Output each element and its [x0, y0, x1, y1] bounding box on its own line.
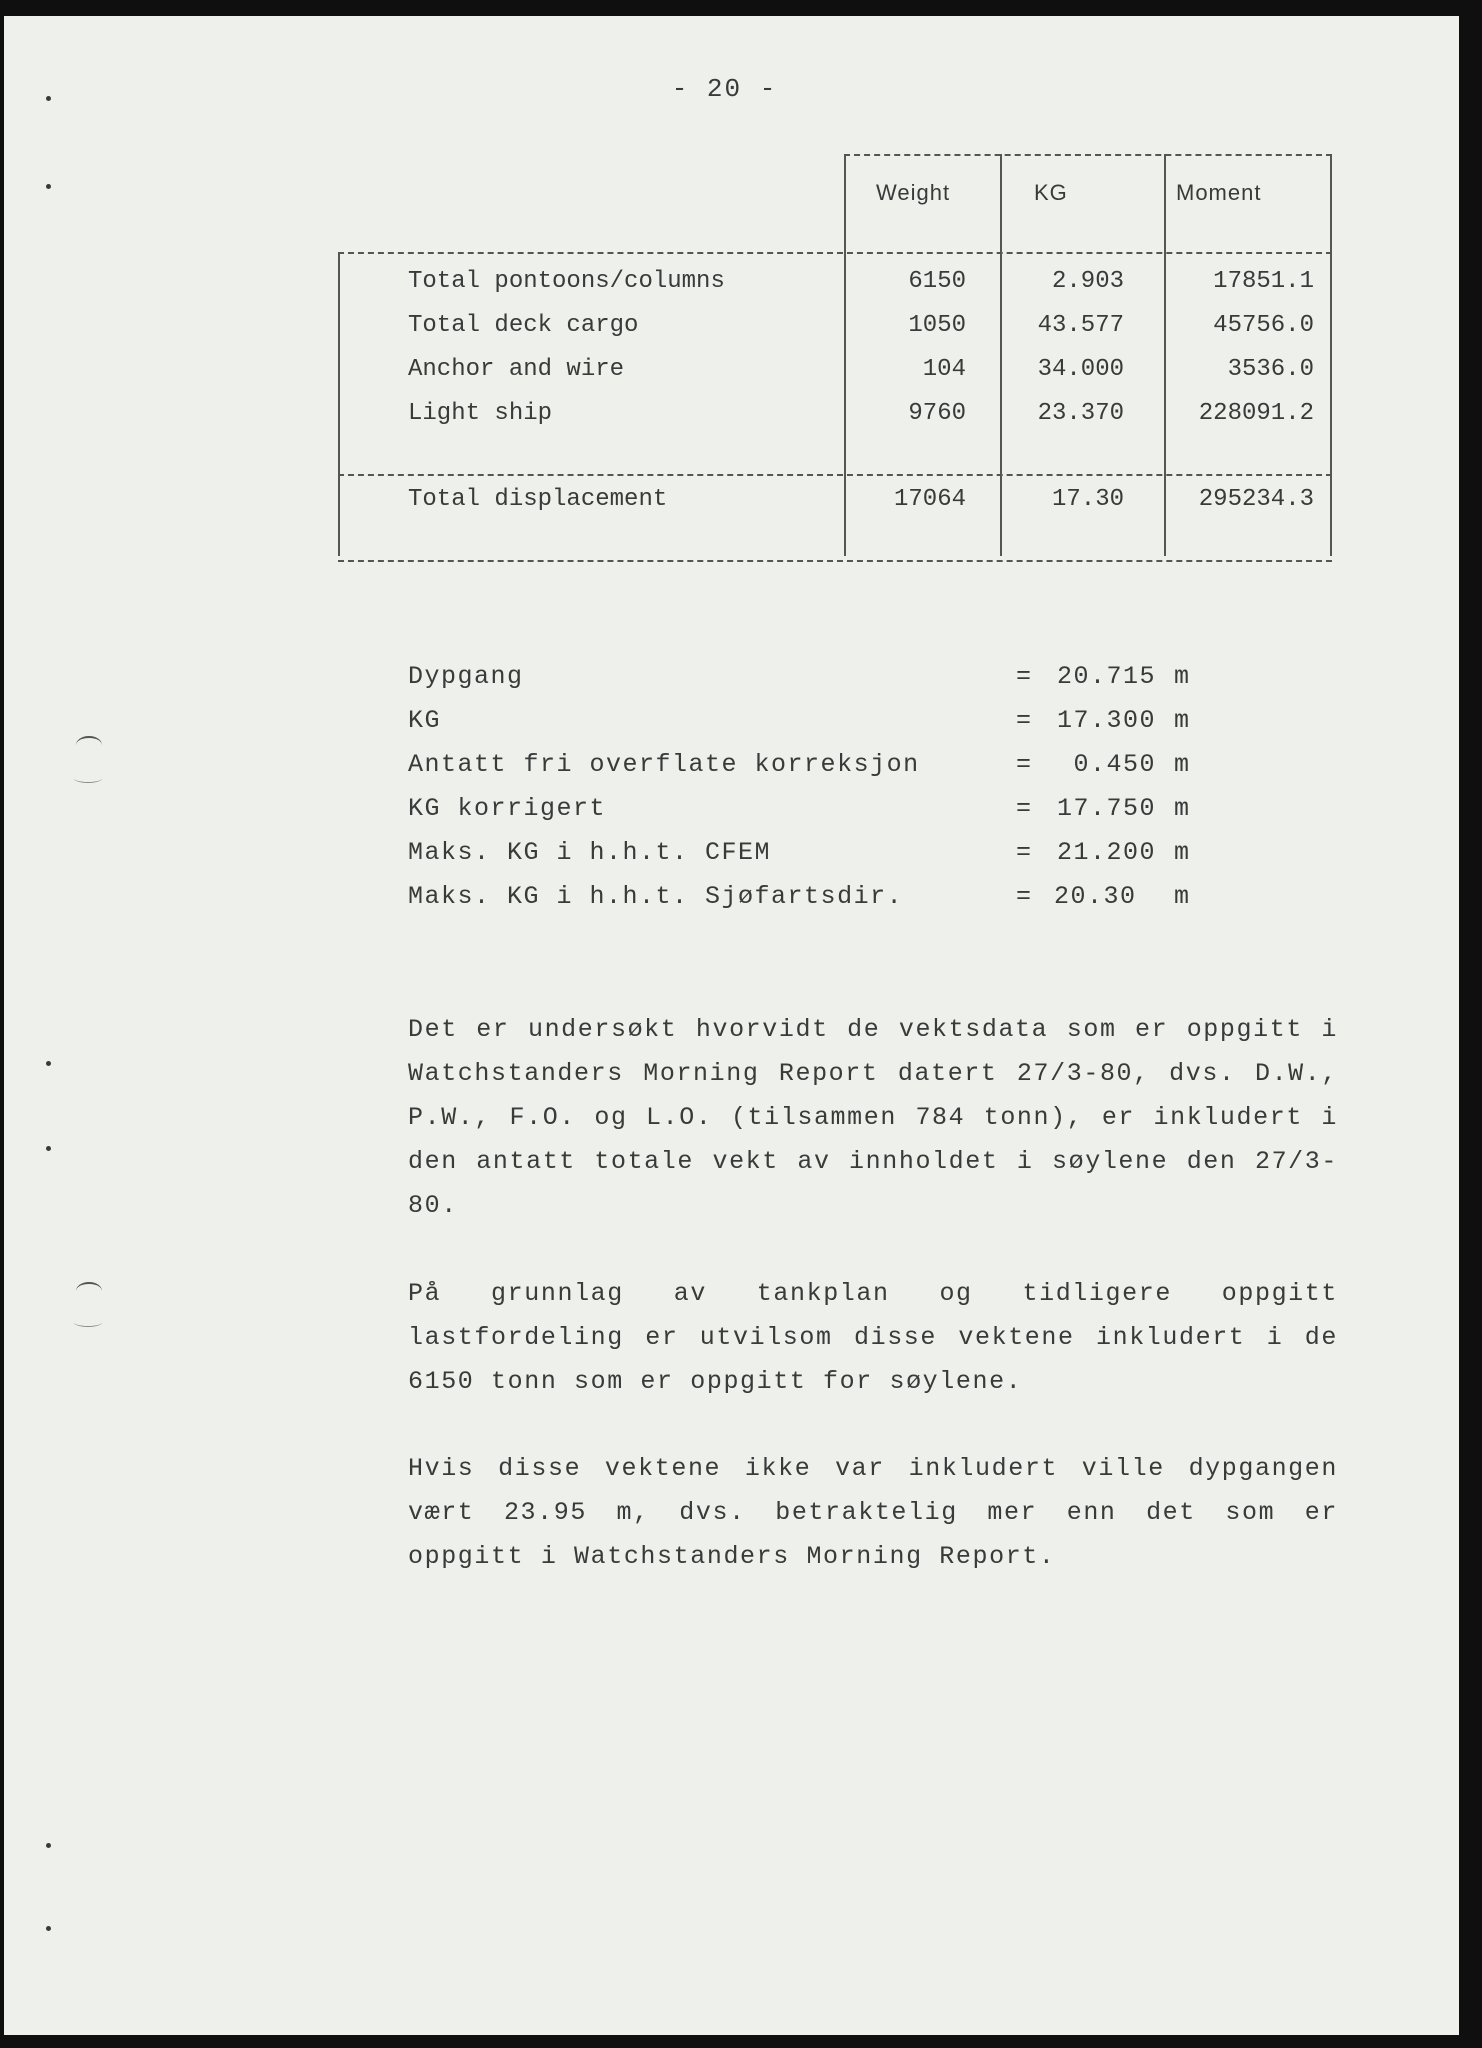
- calc-unit: m: [1174, 706, 1191, 735]
- column-header-moment: Moment: [1176, 180, 1262, 205]
- calc-value: 20.715: [1056, 662, 1156, 691]
- table-cell-kg: 2.903: [1051, 268, 1124, 295]
- punch-hole: [46, 1843, 51, 1848]
- calc-unit: m: [1174, 882, 1191, 911]
- calc-value: 17.300: [1056, 706, 1156, 735]
- calc-equals: =: [1016, 882, 1033, 911]
- calc-unit: m: [1174, 838, 1191, 867]
- staple-mark: [74, 1318, 102, 1327]
- table-cell-weight: 6150: [908, 268, 966, 295]
- paragraph: Det er undersøkt hvorvidt de vektsdata som er oppgitt i Watchstanders Morning Report datert 27/3-80, dvs. D.W., P.W., F.O. og L.O. (tilsammen 784 tonn), er inkludert i den antatt totale vekt av innholdet i søylene den 27/3-80.: [408, 1015, 1338, 1220]
- table-cell-weight: 1050: [908, 312, 966, 339]
- punch-hole: [46, 1061, 51, 1066]
- staple-mark: [76, 736, 102, 754]
- table-row-label: Anchor and wire: [408, 356, 625, 383]
- table-cell-kg: 43.577: [1037, 312, 1124, 339]
- calc-unit: m: [1174, 662, 1191, 691]
- calc-unit: m: [1174, 794, 1191, 823]
- page-number: - 20 -: [671, 74, 778, 104]
- table-row-label: Light ship: [408, 400, 553, 427]
- calc-label: KG: [408, 706, 442, 735]
- calc-label: Dypgang: [408, 662, 524, 691]
- column-header-weight: Weight: [876, 180, 951, 205]
- punch-hole: [46, 1926, 51, 1931]
- table-cell-weight: 9760: [908, 400, 966, 427]
- table-row-label: Total deck cargo: [408, 312, 639, 339]
- calc-unit: m: [1174, 750, 1191, 779]
- calc-equals: =: [1016, 662, 1033, 691]
- calc-value: 0.450: [1073, 750, 1156, 779]
- calc-label: Maks. KG i h.h.t. Sjøfartsdir.: [408, 882, 904, 911]
- table-cell-kg: 34.000: [1037, 356, 1124, 383]
- table-cell-moment: 3536.0: [1227, 356, 1314, 383]
- staple-mark: [74, 774, 102, 783]
- table-cell-weight: 104: [922, 356, 966, 383]
- calc-equals: =: [1016, 706, 1033, 735]
- calc-label: KG korrigert: [408, 794, 607, 823]
- punch-hole: [46, 96, 51, 101]
- calc-value: 21.200: [1056, 838, 1156, 867]
- table-row-label: Total pontoons/columns: [408, 268, 725, 295]
- table-total-weight: 17064: [893, 486, 966, 513]
- paragraph: På grunnlag av tankplan og tidligere oppgitt lastfordeling er utvilsom disse vektene inkludert i de 6150 tonn som er oppgitt for søylene.: [408, 1279, 1338, 1396]
- calc-equals: =: [1016, 794, 1033, 823]
- table-total-kg: 17.30: [1051, 486, 1124, 513]
- table-total-moment: 295234.3: [1198, 486, 1314, 513]
- calc-equals: =: [1016, 838, 1033, 867]
- punch-hole: [46, 184, 51, 189]
- paragraph: Hvis disse vektene ikke var inkludert ville dypgangen vært 23.95 m, dvs. betraktelig mer enn det som er oppgitt i Watchstanders Morning Report.: [408, 1454, 1338, 1571]
- table-cell-moment: 45756.0: [1213, 312, 1314, 339]
- calc-equals: =: [1016, 750, 1033, 779]
- calc-value: 17.750: [1056, 794, 1156, 823]
- table-total-label: Total displacement: [408, 486, 668, 513]
- punch-hole: [46, 1146, 51, 1151]
- calc-label: Antatt fri overflate korreksjon: [408, 750, 920, 779]
- table-cell-moment: 17851.1: [1213, 268, 1314, 295]
- table-cell-moment: 228091.2: [1198, 400, 1314, 427]
- calc-label: Maks. KG i h.h.t. CFEM: [408, 838, 772, 867]
- document-page: [4, 16, 1459, 2035]
- staple-mark: [76, 1282, 102, 1300]
- calc-value: 20.30: [1054, 882, 1137, 911]
- table-cell-kg: 23.370: [1037, 400, 1124, 427]
- column-header-kg: KG: [1034, 180, 1068, 205]
